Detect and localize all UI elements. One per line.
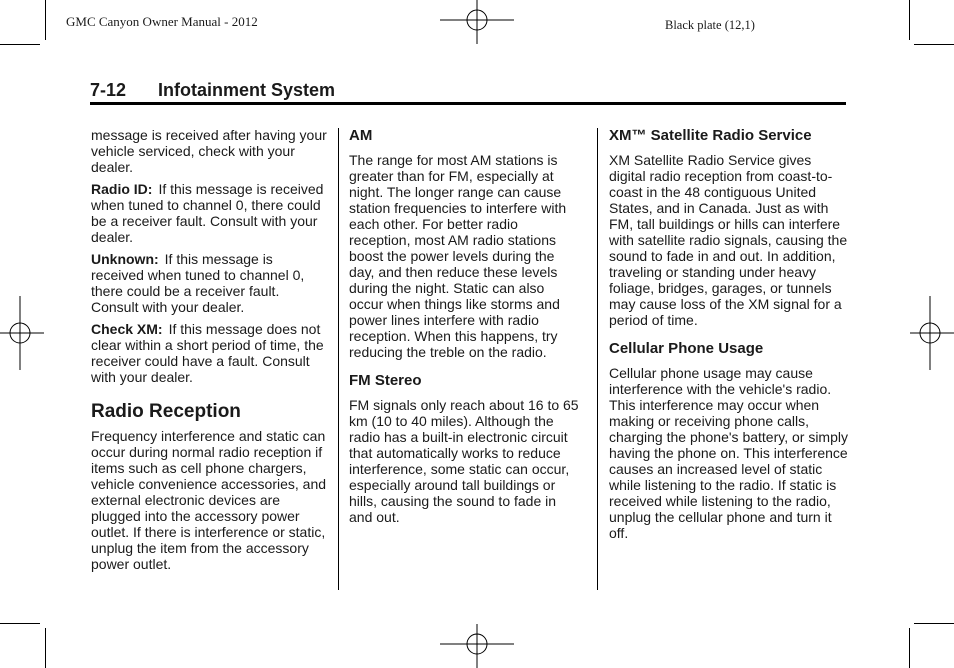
radio-reception-heading: Radio Reception xyxy=(91,401,241,422)
check-xm-paragraph xyxy=(91,321,329,385)
am-paragraph: The range for most AM stations is greater than for FM, especially at night. The longer range can cause station frequencies to interfere with each other. For better radio reception, most AM radio stations boost the power levels during the day, and then reduce these levels during the night. Static can also occur when things like storms and power lines interfere with radio reception. When this happens, try reducing the treble on the radio. xyxy=(349,152,567,360)
crop-mark-bottom-right-h xyxy=(914,623,954,624)
am-heading: AM xyxy=(349,127,373,144)
crop-mark-top-left-h xyxy=(0,44,40,45)
radio-id-label: Radio ID: xyxy=(91,181,153,197)
registration-mark-bottom xyxy=(440,624,514,668)
radio-id-text: If this message is received when tuned to channel 0, there could be a receiver fault. Consult with your dealer. xyxy=(91,181,324,245)
xm-heading: XM™ Satellite Radio Service xyxy=(609,127,812,144)
running-header-title: GMC Canyon Owner Manual - 2012 xyxy=(66,14,258,29)
crop-mark-top-left-v xyxy=(45,0,46,40)
column-3 xyxy=(609,127,849,547)
radio-reception-paragraph: Frequency interference and static can occur during normal radio reception if items such as cell phone chargers, vehicle convenience accessories, and external electronic devices are plugged into the accessory power outlet. If there is interference or static, unplug the item from the accessory power outlet. xyxy=(91,428,327,572)
column-divider-2 xyxy=(597,128,598,590)
radio-id-paragraph xyxy=(91,181,329,245)
crop-mark-top-right-h xyxy=(914,44,954,45)
cellular-heading: Cellular Phone Usage xyxy=(609,340,764,357)
check-xm-label: Check XM: xyxy=(91,321,163,337)
unknown-label: Unknown: xyxy=(91,251,159,267)
page-number: 7-12 xyxy=(90,80,127,100)
column-1 xyxy=(91,127,329,578)
registration-mark-right xyxy=(910,296,954,370)
registration-mark-left xyxy=(0,296,44,370)
intro-paragraph: message is received after having your vehicle serviced, check with your dealer. xyxy=(91,127,327,175)
column-2 xyxy=(349,127,581,531)
cellular-paragraph: Cellular phone usage may cause interference with the vehicle's radio. This interference may occur when making or receiving phone calls, charging the phone's battery, or simply having the phone on. This interference causes an increased level of static while listening to the radio. If static is received while listening to the radio, unplug the cellular phone and turn it off. xyxy=(609,365,848,541)
unknown-paragraph xyxy=(91,251,329,315)
xm-paragraph: XM Satellite Radio Service gives digital radio reception from coast-to-coast in the 48 contiguous United States, and in Canada. Just as with FM, tall buildings or hills can interfere with satellite radio signals, causing the sound to fade in and out. In addition, traveling or standing under heavy foliage, bridges, garages, or tunnels may cause loss of the XM signal for a period of time. xyxy=(609,152,848,328)
section-title: Infotainment System xyxy=(158,80,336,100)
crop-mark-bottom-right-v xyxy=(909,628,910,668)
column-divider-1 xyxy=(338,128,339,590)
running-header-plate: Black plate (12,1) xyxy=(665,18,755,32)
fm-stereo-heading: FM Stereo xyxy=(349,372,422,389)
unknown-text: If this message is received when tuned to channel 0, there could be a receiver fault. Consult with your dealer. xyxy=(91,251,305,315)
fm-stereo-paragraph: FM signals only reach about 16 to 65 km (10 to 40 miles). Although the radio has a built-in electronic circuit that automatically works to reduce interference, some static can occur, especially around tall buildings or hills, causing the sound to fade in and out. xyxy=(349,397,579,525)
page-header xyxy=(90,80,846,105)
crop-mark-bottom-left-h xyxy=(0,623,40,624)
crop-mark-bottom-left-v xyxy=(45,628,46,668)
check-xm-text: If this message does not clear within a short period of time, the receiver could have a fault. Consult with your dealer. xyxy=(91,321,324,385)
registration-mark-top xyxy=(440,0,514,44)
crop-mark-top-right-v xyxy=(909,0,910,40)
